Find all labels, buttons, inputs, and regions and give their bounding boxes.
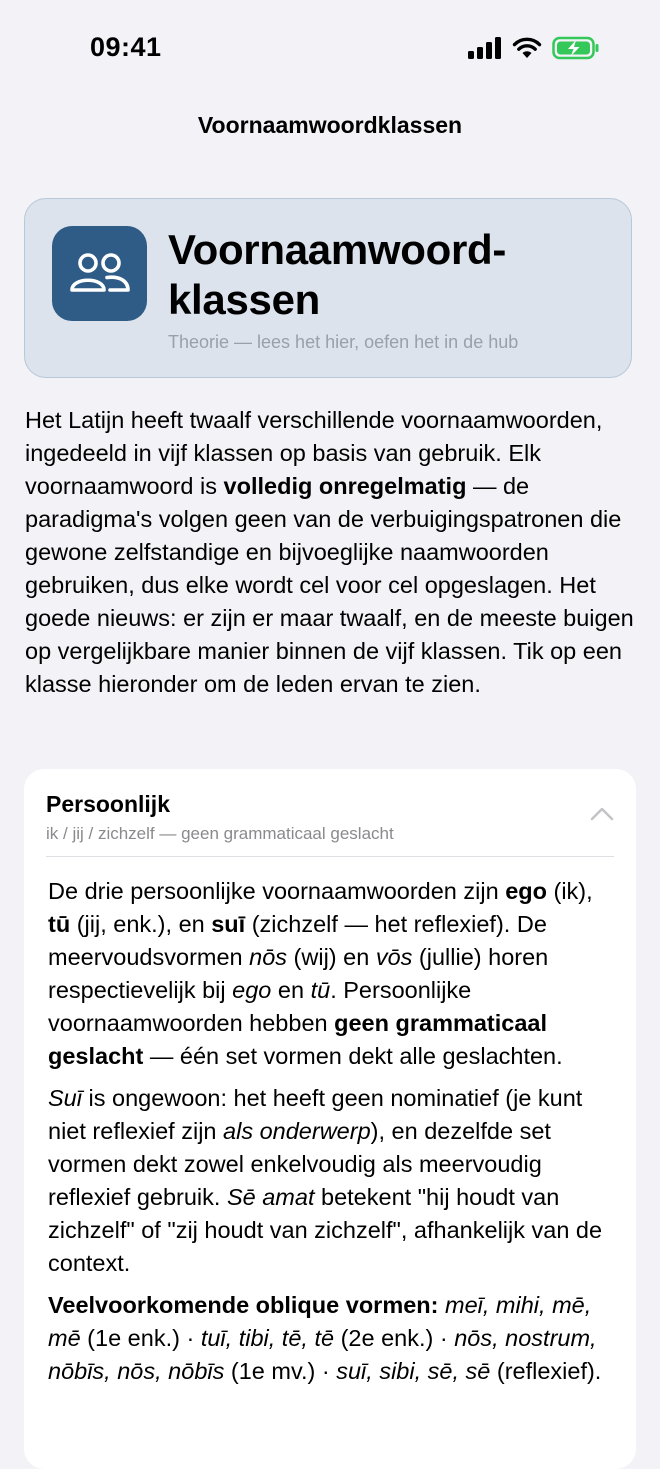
header-card	[24, 198, 632, 378]
status-time: 09:41	[90, 32, 162, 62]
battery-charging-icon	[552, 36, 600, 60]
intro-paragraph	[25, 404, 637, 701]
header-title-line1: Voornaamwoord-	[168, 226, 507, 273]
people-icon	[52, 226, 147, 321]
text: is ongewoon: het heeft geen nominatief (je kunt niet reflexief zijn	[48, 1085, 583, 1144]
text: — één set vormen dekt alle geslachten.	[143, 1043, 563, 1069]
bold-text: tū	[48, 911, 71, 937]
divider	[46, 856, 614, 857]
text: (jullie) horen respectievelijk bij	[48, 944, 549, 1003]
class-card-title[interactable]: Persoonlijk	[46, 791, 170, 817]
wifi-icon	[512, 37, 542, 59]
bold-text: Veelvoorkomende oblique vormen:	[48, 1292, 439, 1318]
intro-text: — de paradigma's volgen geen van de verbuigingspatronen die gewone zelfstandige en bijvoeglijke naamwoorden gebruiken, dus elke wordt cel voor cel opgeslagen. Het goede nieuws: er zijn er maar twaalf, en de meeste buigen op vergelijkbare manier binnen de vijf klassen. Tik op een klasse hieronder om de leden ervan te zien.	[25, 473, 634, 697]
italic-text: meī, mihi, mē, mē	[48, 1292, 592, 1351]
body-paragraph	[48, 1289, 613, 1388]
italic-text: ego	[232, 977, 272, 1003]
italic-text: Suī	[48, 1085, 82, 1111]
bold-text: suī	[211, 911, 246, 937]
text: (jij, enk.), en	[70, 911, 212, 937]
italic-text: suī, sibi, sē, sē	[336, 1358, 491, 1384]
text: (reflexief).	[490, 1358, 602, 1384]
text: (1e enk.) ·	[80, 1325, 201, 1351]
chevron-up-icon[interactable]	[590, 807, 614, 821]
intro-bold-text: volledig onregelmatig	[223, 473, 467, 499]
class-card-subtitle: ik / jij / zichzelf — geen grammaticaal geslacht	[46, 824, 394, 843]
cellular-signal-icon	[468, 37, 502, 59]
italic-text: tū	[310, 977, 331, 1003]
text: De drie persoonlijke voornaamwoorden zijn	[48, 878, 506, 904]
body-paragraph	[48, 1082, 613, 1280]
text: en	[271, 977, 311, 1003]
italic-text: Sē amat	[226, 1184, 315, 1210]
header-title-line2: klassen	[168, 276, 321, 323]
text: betekent "hij houdt van zichzelf" of "zij houdt van zichzelf", afhankelijk van de context.	[48, 1184, 603, 1276]
header-subtitle: Theorie — lees het hier, oefen het in de hub	[168, 332, 519, 352]
italic-text: tuī, tibi, tē, tē	[200, 1325, 335, 1351]
text: . Persoonlijke voornaamwoorden hebben	[48, 977, 472, 1036]
nav-title: Voornaamwoordklassen	[197, 112, 463, 138]
class-card-body	[48, 875, 613, 1397]
italic-text: als onderwerp	[223, 1118, 371, 1144]
class-card-persoonlijk[interactable]	[24, 769, 636, 1469]
text: (zichzelf — het reflexief). De meervoudsvormen	[48, 911, 547, 970]
bold-text: geen grammaticaal geslacht	[48, 1010, 548, 1069]
bold-text: ego	[505, 878, 547, 904]
status-bar	[0, 0, 660, 96]
text: ), en dezelfde set vormen dekt zowel enkelvoudig als meervoudig reflexief gebruik.	[48, 1118, 551, 1210]
body-paragraph	[48, 875, 613, 1073]
italic-text: vōs	[375, 944, 413, 970]
header-title	[168, 225, 506, 325]
text: (ik),	[546, 878, 593, 904]
text: (2e enk.) ·	[334, 1325, 455, 1351]
text: (1e mv.) ·	[224, 1358, 337, 1384]
status-icons	[468, 36, 600, 60]
text: (wij) en	[287, 944, 376, 970]
intro-text: Het Latijn heeft twaalf verschillende voornaamwoorden, ingedeeld in vijf klassen op basis van gebruik. Elk voornaamwoord is	[25, 407, 603, 499]
italic-text: nōs, nostrum, nōbīs, nōs, nōbīs	[48, 1325, 597, 1384]
italic-text: nōs	[249, 944, 288, 970]
